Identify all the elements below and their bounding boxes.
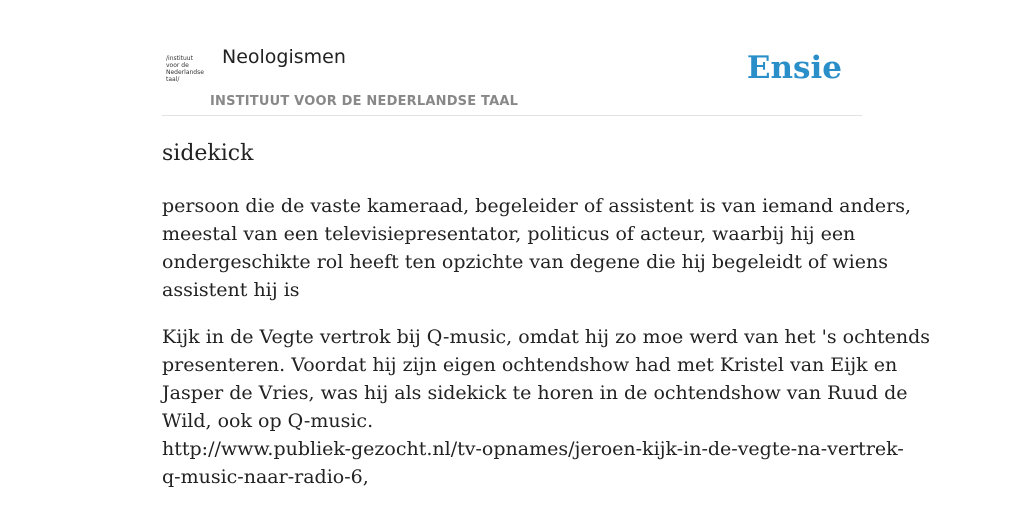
example-source-link[interactable]: http://www.publiek-gezocht.nl/tv-opnames/jeroen-kijk-in-de-vegte-na-vertrek- bbox=[162, 438, 904, 460]
definition-line: assistent hij is bbox=[162, 279, 300, 301]
example bbox=[162, 323, 930, 491]
source-subtitle: INSTITUUT VOOR DE NEDERLANDSE TAAL bbox=[210, 94, 519, 109]
example-line: Jasper de Vries, was hij als sidekick te horen in de ochtendshow van Ruud de bbox=[162, 382, 908, 404]
definition-line: persoon die de vaste kameraad, begeleider of assistent is van iemand anders, bbox=[162, 195, 912, 217]
ensie-brand-logo[interactable]: Ensie bbox=[746, 50, 842, 86]
header-divider bbox=[162, 115, 862, 116]
definition-line: ondergeschikte rol heeft ten opzichte van degene die hij begeleidt of wiens bbox=[162, 251, 888, 273]
example-source-link[interactable]: q-music-naar-radio-6, bbox=[162, 466, 369, 488]
definition bbox=[162, 192, 912, 304]
example-line: Wild, ook op Q-music. bbox=[162, 410, 374, 432]
example-line: presenteren. Voordat hij zijn eigen ochtendshow had met Kristel van Eijk en bbox=[162, 354, 898, 376]
source-title[interactable]: Neologismen bbox=[222, 46, 346, 68]
definition-line: meestal van een televisiepresentator, politicus of acteur, waarbij hij een bbox=[162, 223, 856, 245]
institute-logo[interactable]: /instituut voor de Nederlandse taal/ bbox=[166, 55, 204, 83]
headword: sidekick bbox=[162, 141, 254, 166]
example-line: Kijk in de Vegte vertrok bij Q-music, omdat hij zo moe werd van het 's ochtends bbox=[162, 326, 930, 348]
entry-card bbox=[162, 0, 930, 512]
